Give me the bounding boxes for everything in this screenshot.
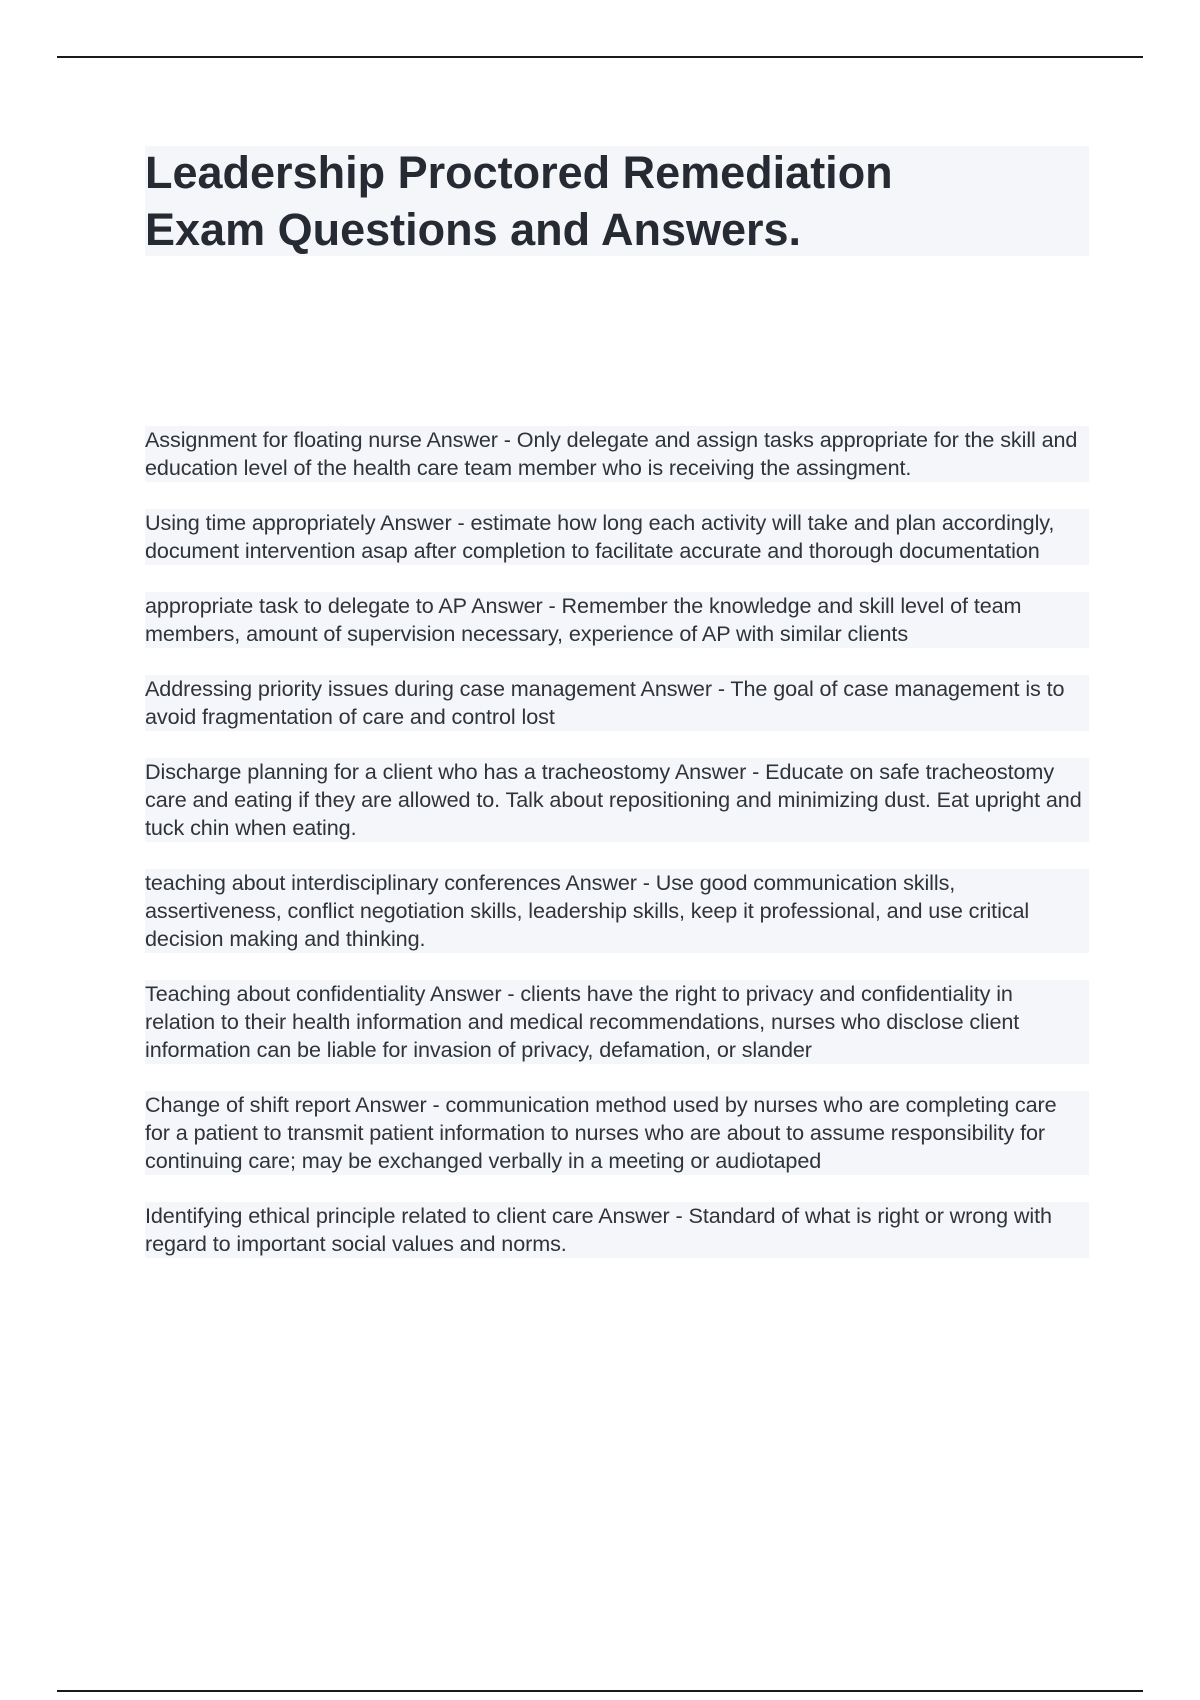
- qa-list: [145, 426, 1089, 1285]
- title-line-1: Leadership Proctored Remediation: [145, 147, 893, 198]
- qa-item: Identifying ethical principle related to client care Answer - Standard of what is right or wrong with regard to important social values and norms.: [145, 1202, 1089, 1258]
- qa-item: Change of shift report Answer - communication method used by nurses who are completing care for a patient to transmit patient information to nurses who are about to assume responsibility for continuing care; may be exchanged verbally in a meeting or audiotaped: [145, 1091, 1089, 1175]
- qa-item: appropriate task to delegate to AP Answer - Remember the knowledge and skill level of team members, amount of supervision necessary, experience of AP with similar clients: [145, 592, 1089, 648]
- bottom-divider: [57, 1690, 1143, 1692]
- qa-item: Using time appropriately Answer - estimate how long each activity will take and plan accordingly, document intervention asap after completion to facilitate accurate and thorough documentation: [145, 509, 1089, 565]
- qa-item: Teaching about confidentiality Answer - clients have the right to privacy and confidentiality in relation to their health information and medical recommendations, nurses who disclose client information can be liable for invasion of privacy, defamation, or slander: [145, 980, 1089, 1064]
- qa-item: Addressing priority issues during case management Answer - The goal of case management is to avoid fragmentation of care and control lost: [145, 675, 1089, 731]
- qa-item: teaching about interdisciplinary conferences Answer - Use good communication skills, assertiveness, conflict negotiation skills, leadership skills, keep it professional, and use critical decision making and thinking.: [145, 869, 1089, 953]
- page-title: [145, 144, 1045, 258]
- title-block: [145, 146, 1089, 256]
- qa-item: Assignment for floating nurse Answer - Only delegate and assign tasks appropriate for the skill and education level of the health care team member who is receiving the assingment.: [145, 426, 1089, 482]
- title-line-2: Exam Questions and Answers.: [145, 204, 802, 255]
- top-divider: [57, 56, 1143, 58]
- qa-item: Discharge planning for a client who has a tracheostomy Answer - Educate on safe tracheostomy care and eating if they are allowed to. Talk about repositioning and minimizing dust. Eat upright and tuck chin when eating.: [145, 758, 1089, 842]
